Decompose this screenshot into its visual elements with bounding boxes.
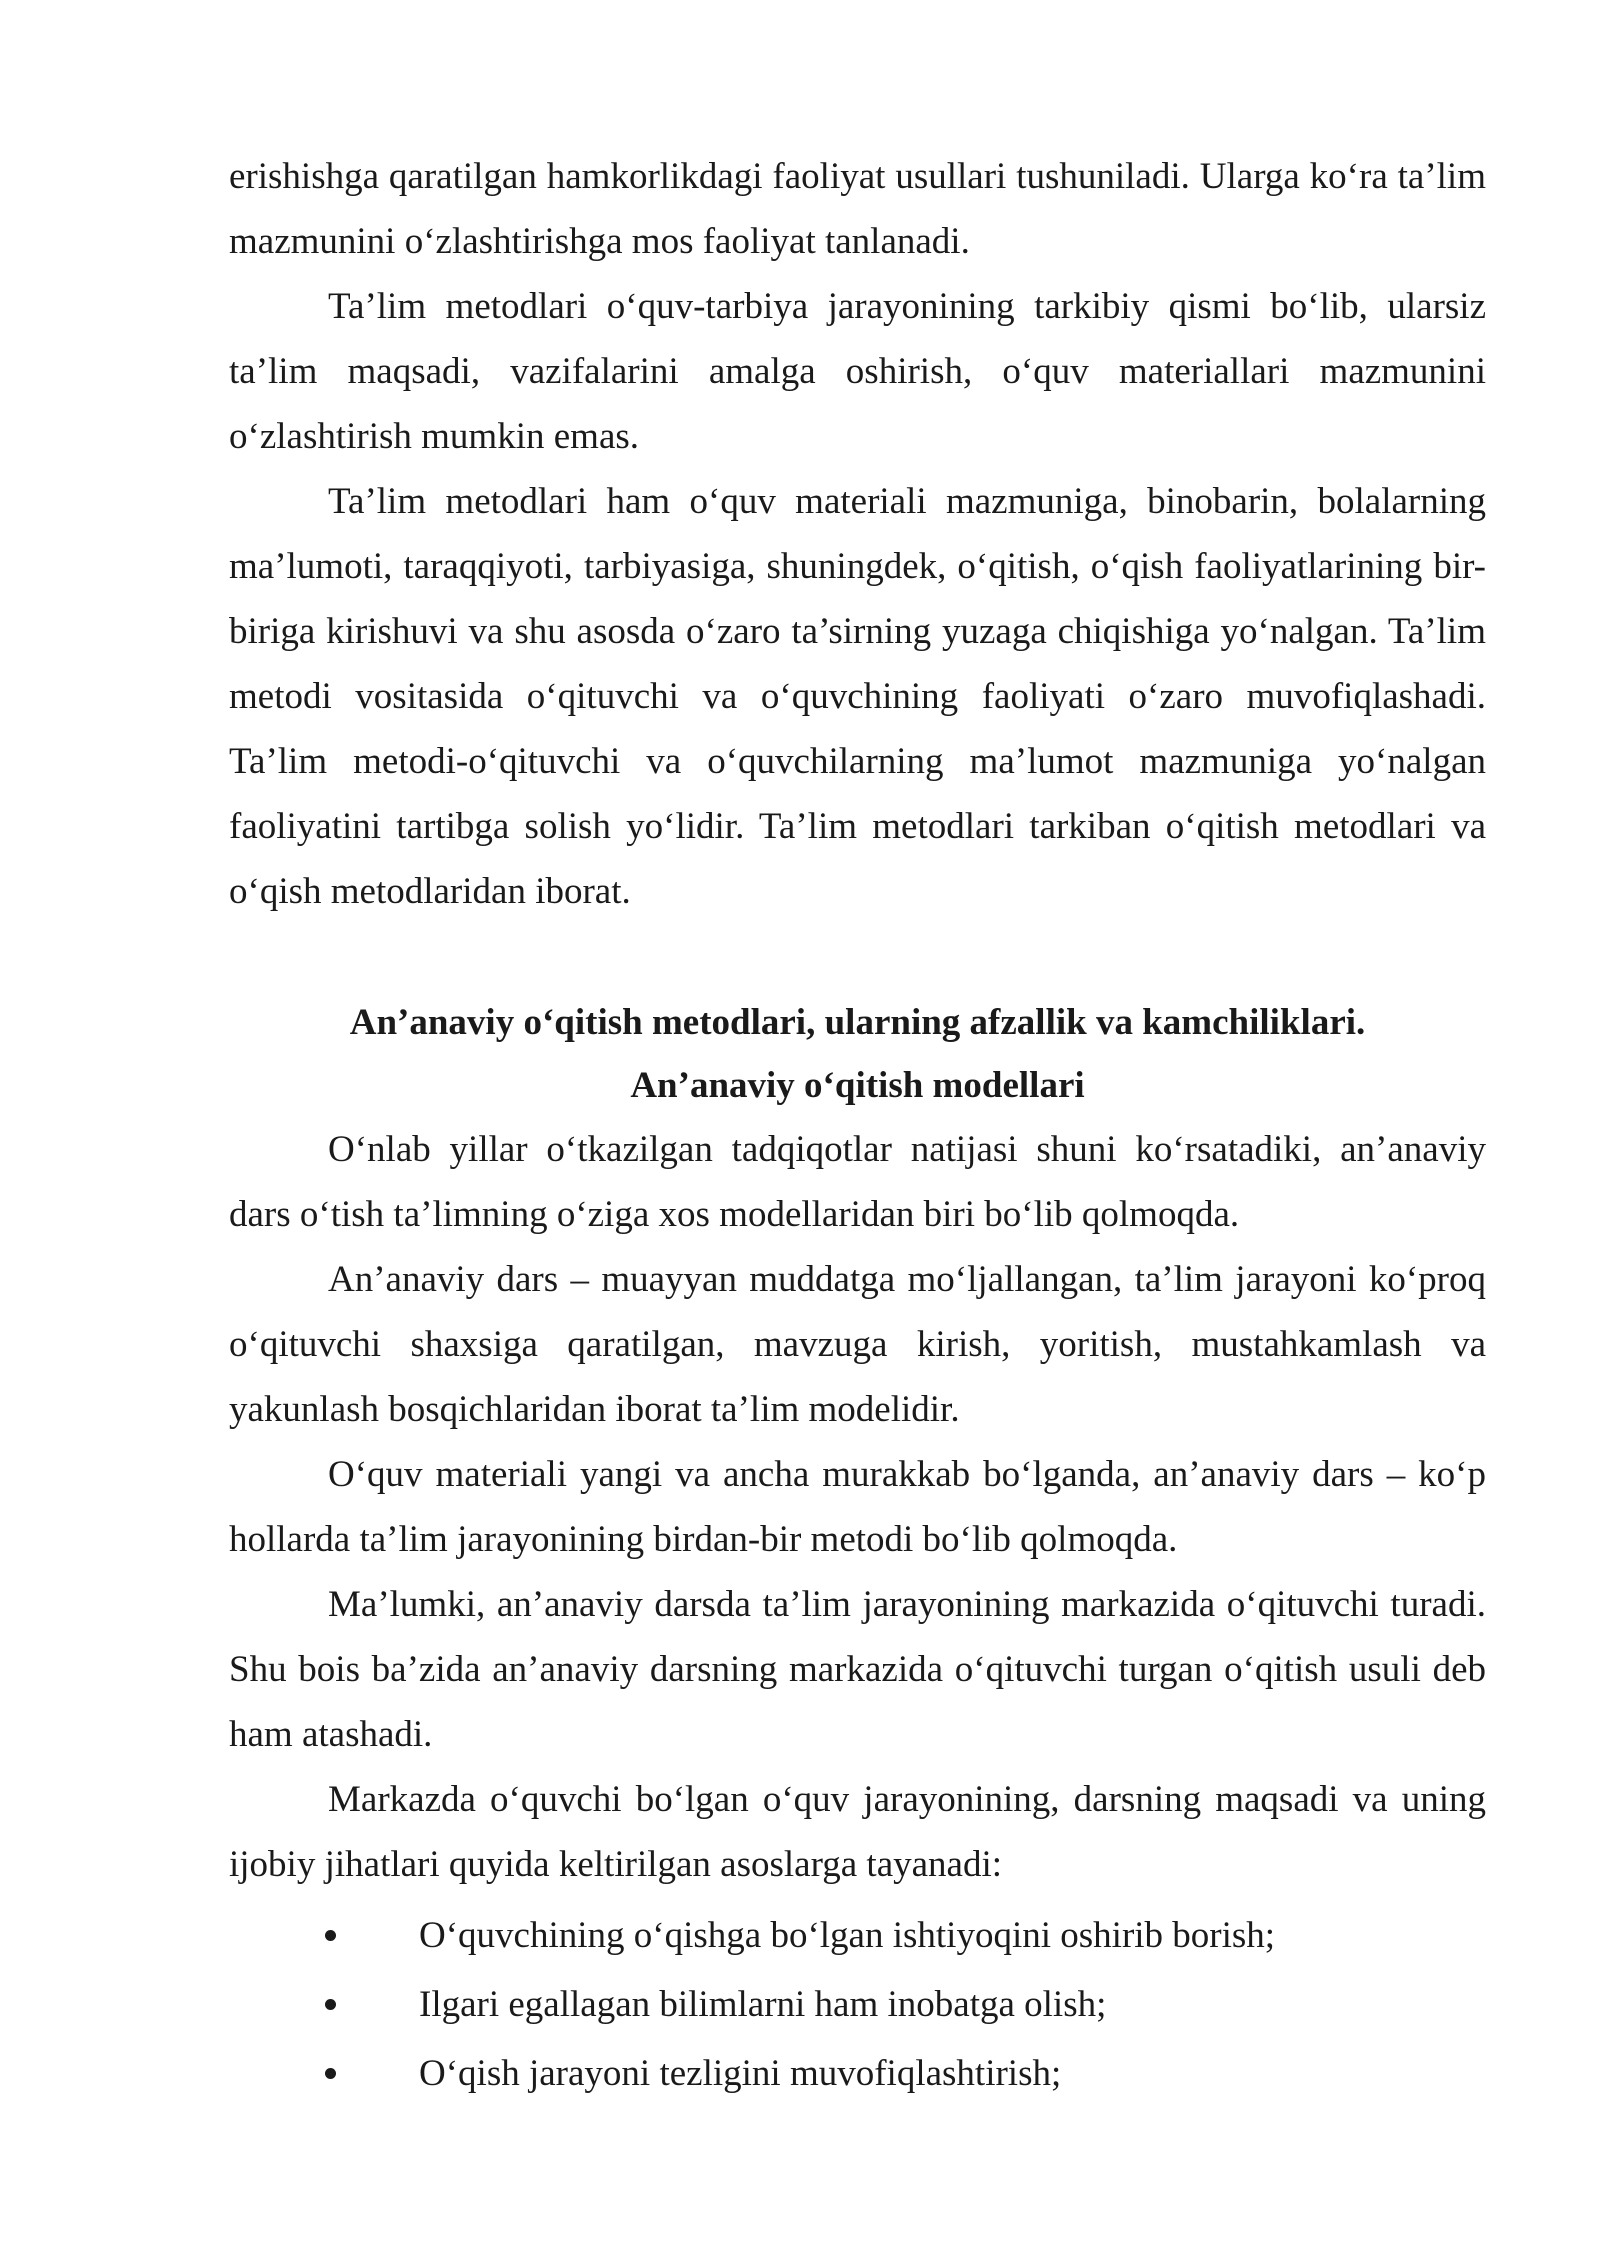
paragraph: Oʻquv materiali yangi va ancha murakkab boʻlganda, an’anaviy dars – koʻp hollarda ta’lim jarayonining birdan-bir metodi boʻlib qolmoqda. xyxy=(229,1454,1486,1560)
paragraph: Ta’lim metodlari ham oʻquv materiali mazmuniga, binobarin, bolalarning ma’lumoti, taraqqiyoti, tarbiyasiga, shuningdek, oʻqitish, oʻqish faoliyatlarining bir-biriga kirishuvi va shu asosda oʻzaro ta’sirning yuzaga chiqishiga yoʻnalgan. Ta’lim metodi vositasida oʻqituvchi va oʻquvchining faoliyati oʻzaro muvofiqlashadi. Ta’lim metodi-oʻqituvchi va oʻquvchilarning ma’lumot mazmuniga yoʻnalgan faoliyatini tartibga solish yoʻlidir. Ta’lim metodlari tarkiban oʻqitish metodlari va oʻqish metodlaridan iborat. xyxy=(229,481,1486,912)
list-item-text: Ilgari egallagan bilimlarni ham inobatga olish; xyxy=(419,1984,1107,2025)
bullet-icon xyxy=(325,1930,336,1941)
section-spacer xyxy=(229,924,1486,991)
paragraph-continuation: erishishga qaratilgan hamkorlikdagi faoliyat usullari tushuniladi. Ularga koʻra ta’lim mazmunini oʻzlashtirishga mos faoliyat tanlanadi. xyxy=(229,156,1486,262)
bullet-icon xyxy=(325,2068,336,2079)
paragraph: An’anaviy dars – muayyan muddatga moʻljallangan, ta’lim jarayoni koʻproq oʻqituvchi shaxsiga qaratilgan, mavzuga kirish, yoritish, mustahkamlash va yakunlash bosqichlaridan iborat ta’lim modelidir. xyxy=(229,1259,1486,1430)
paragraph: Markazda oʻquvchi boʻlgan oʻquv jarayonining, darsning maqsadi va uning ijobiy jihatlari quyida keltirilgan asoslarga tayanadi: xyxy=(229,1779,1486,1885)
paragraph: Ma’lumki, an’anaviy darsda ta’lim jarayonining markazida oʻqituvchi turadi. Shu bois ba’zida an’anaviy darsning markazida oʻqituvchi turgan oʻqitish usuli deb ham atashadi. xyxy=(229,1584,1486,1755)
paragraph: Ta’lim metodlari oʻquv-tarbiya jarayonining tarkibiy qismi boʻlib, ularsiz ta’lim maqsadi, vazifalarini amalga oshirish, oʻquv materiallari mazmunini oʻzlashtirish mumkin emas. xyxy=(229,286,1486,457)
bullet-icon xyxy=(325,1999,336,2010)
list-item xyxy=(229,2039,1486,2108)
bullet-list xyxy=(229,1901,1486,2108)
paragraph: Oʻnlab yillar oʻtkazilgan tadqiqotlar natijasi shuni koʻrsatadiki, an’anaviy dars oʻtish ta’limning oʻziga xos modellaridan biri boʻlib qolmoqda. xyxy=(229,1129,1486,1235)
section-heading-line-2: An’anaviy oʻqitish modellari xyxy=(630,1065,1085,1106)
list-item-text: Oʻquvchining oʻqishga boʻlgan ishtiyoqini oshirib borish; xyxy=(419,1915,1276,1956)
list-item-text: Oʻqish jarayoni tezligini muvofiqlashtirish; xyxy=(419,2053,1062,2094)
section-heading-line-1: An’anaviy oʻqitish metodlari, ularning afzallik va kamchiliklari. xyxy=(349,1002,1366,1043)
list-item xyxy=(229,1901,1486,1970)
page-content xyxy=(229,144,1486,2108)
list-item xyxy=(229,1970,1486,2039)
